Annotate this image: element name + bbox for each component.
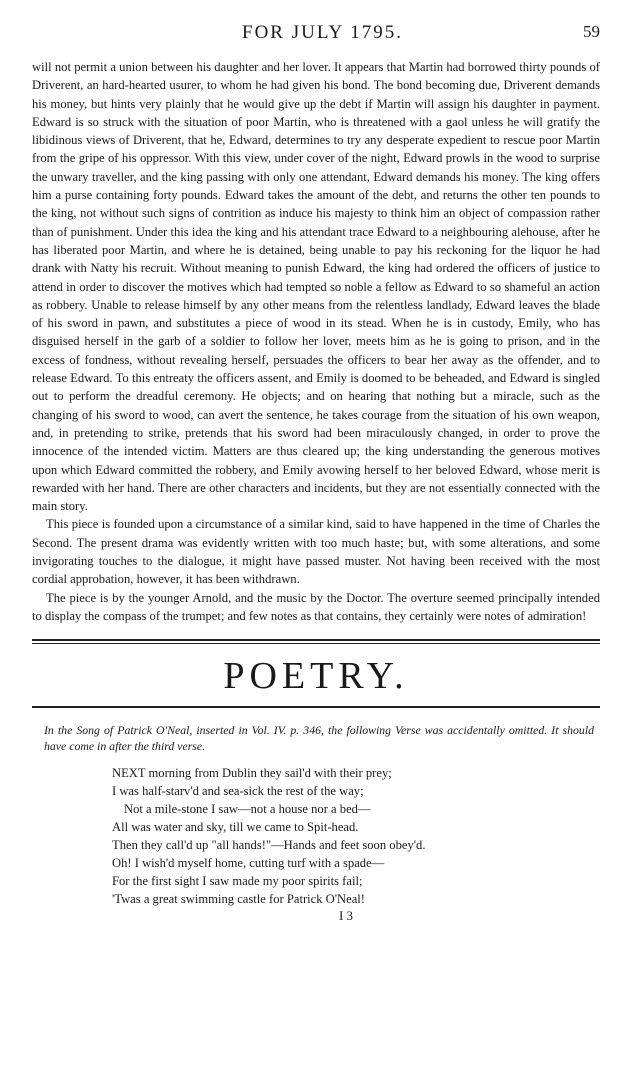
signature-mark: I 3 <box>338 908 354 924</box>
page-number: 59 <box>583 22 600 41</box>
article-paragraph: The piece is by the younger Arnold, and the music by the Doctor. The overture seemed principally intended to display the compass of the trumpet; and few notes as that contains, they certainly were notes of admiration! <box>32 590 600 623</box>
section-title: POETRY. <box>223 655 409 698</box>
verse-line: NEXT morning from Dublin they sail'd with their prey; <box>112 766 392 781</box>
verse-line: I was half-starv'd and sea-sick the rest of the way; <box>112 784 364 799</box>
editorial-note <box>32 722 600 754</box>
running-title: FOR JULY 1795. <box>242 22 404 43</box>
page <box>32 22 600 924</box>
verse-stanza <box>32 764 600 908</box>
running-head <box>32 22 600 52</box>
article-body <box>32 58 600 625</box>
section-divider <box>32 639 600 644</box>
verse-line: Not a mile-stone I saw—not a house nor a bed— <box>124 802 371 817</box>
verse-line: All was water and sky, till we came to Spit-head. <box>112 820 359 835</box>
article-paragraph: will not permit a union between his daughter and her lover. It appears that Martin had borrowed thirty pounds of Driverent, an hard-hearted usurer, to whom he had given his bond. The bond becoming due, Driverent demands his money, but hints very plainly that he would give up the debt if Martin will assign his daughter in payment. Edward is so struck with the situation of poor Martin, who is threatened with a gaol unless he will gratify the libidinous views of Driverent, that he, Edward, determines to try any desperate expedient to rescue poor Martin from the gripe of his oppressor. With this view, under cover of the night, Edward prowls in the wood to surprise the unwary traveller, and the king passing with only one attendant, Edward demands his money. The king offers him a purse containing forty pounds. Edward takes the amount of the debt, and returns the other ten pounds to the king, not without such signs of contrition as induce his majesty to think him an object of compassion rather than of punishment. Under this idea the king and his attendant trace Edward to a neighbouring alehouse, after he has liberated poor Martin, and where he is detained, being unable to pay his reckoning for the liquor he had drank with Natty his recruit. Without meaning to punish Edward, the king had ordered the officers of justice to attend in order to discover the motives which had tempted so noble a fellow as Edward to so shameful an action as robbery. Unable to release himself by any other means from the relentless landlady, Edward leaves the blade of his sword in pawn, and substitutes a piece of wood in its stead. When he is in custody, Emily, who has disguised herself in the garb of a soldier to follow her lover, meets him as he is going to prison, and in the excess of fondness, without revealing herself, persuades the officers to bear her away as the offender, and to release Edward. To this entreaty the officers assent, and Emily is doomed to be beheaded, and Edward is singled out to perform the dreadful ceremony. He objects; and on hearing that nothing but a miracle, such as the changing of his sword to wood, can avert the sentence, he takes courage from the situation of his own weapon, and, in pretending to strike, pretends that his sword had been miraculously changed, in order to prove the innocence of the intended victim. Matters are thus cleared up; the king understanding the generous motives upon which Edward committed the robbery, and Emily avowing herself to her beloved Edward, whose merit is rewarded with her hand. There are other characters and incidents, but they are not essentially connected with the main story. <box>32 60 600 514</box>
editorial-note-text: In the Song of Patrick O'Neal, inserted in Vol. IV. p. 346, the following Verse was accidentally omitted. It should have come in after the third verse. <box>44 723 594 754</box>
title-rule <box>32 706 600 708</box>
verse-line: Then they call'd up "all hands!"—Hands and feet soon obey'd. <box>112 838 426 853</box>
verse-line: 'Twas a great swimming castle for Patrick O'Neal! <box>112 892 365 907</box>
verse-line: For the first sight I saw made my poor spirits fail; <box>112 874 363 889</box>
verse-line: Oh! I wish'd myself home, cutting turf with a spade— <box>112 856 385 871</box>
article-paragraph: This piece is founded upon a circumstance of a similar kind, said to have happened in the time of Charles the Second. The present drama was evidently written with too much haste; but, with some alterations, and some invigorating touches to the dialogue, it might have passed muster. Not having been received with the most cordial approbation, however, it has been withdrawn. <box>32 517 600 587</box>
